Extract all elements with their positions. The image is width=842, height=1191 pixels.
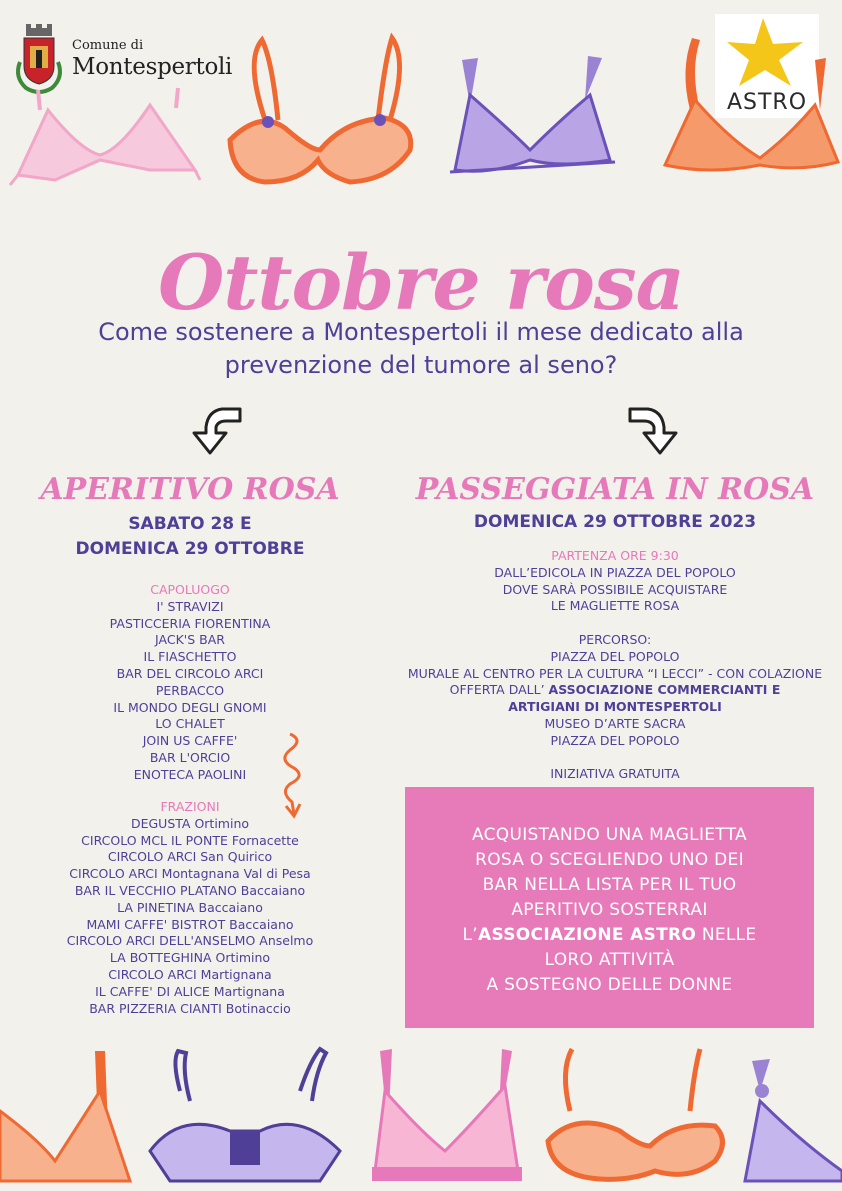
arrow-down-right-icon — [622, 403, 682, 458]
box-line-5-prefix: L’ — [462, 925, 479, 945]
passeggiata-details — [395, 548, 835, 783]
box-line-4: APERITIVO SOSTERRAI — [511, 900, 708, 920]
box-line-5-bold: ASSOCIAZIONE ASTRO — [478, 925, 697, 945]
orange-lace-bra-icon — [665, 38, 838, 170]
list-item: PERBACCO — [155, 682, 225, 698]
box-line-5-suffix: NELLE — [696, 925, 757, 945]
subtitle-line-2: prevenzione del tumore al seno? — [224, 351, 618, 379]
list-item: IL FIASCHETTO — [143, 649, 237, 665]
astro-logo-text: ASTRO — [726, 90, 808, 115]
list-item: CIRCOLO ARCI San Quirico — [107, 849, 273, 865]
list-item: DOVE SARÀ POSSIBILE ACQUISTARE — [502, 581, 728, 597]
arrow-down-left-icon — [188, 403, 248, 458]
list-item: LO CHALET — [155, 716, 225, 732]
box-line-6: LORO ATTIVITÀ — [544, 950, 675, 970]
purple-bra-icon — [450, 56, 615, 172]
passeggiata-heading: PASSEGGIATA IN ROSA — [415, 472, 815, 507]
capoluogo-label: CAPOLUOGO — [150, 582, 230, 597]
list-item: ENOTECA PAOLINI — [133, 766, 247, 782]
box-line-1: ACQUISTANDO UNA MAGLIETTA — [472, 825, 747, 845]
list-item: LA BOTTEGHINA Ortimino — [109, 950, 271, 966]
top-bra-decorations — [0, 0, 842, 200]
partenza-label: PARTENZA ORE 9:30 — [551, 548, 679, 563]
list-item: BAR DEL CIRCOLO ARCI — [116, 665, 264, 681]
list-item: ARTIGIANI DI MONTESPERTOLI — [508, 699, 722, 715]
list-item: IL CAFFE' DI ALICE Martignana — [95, 983, 285, 999]
list-item: IL MONDO DEGLI GNOMI — [113, 699, 267, 715]
list-item: CIRCOLO ARCI DELL'ANSELMO Anselmo — [66, 933, 314, 949]
box-line-7: A SOSTEGNO DELLE DONNE — [486, 975, 733, 995]
frazioni-label: FRAZIONI — [160, 799, 220, 814]
list-item: DALL’EDICOLA IN PIAZZA DEL POPOLO — [494, 564, 736, 580]
list-item: CIRCOLO MCL IL PONTE Fornacette — [81, 832, 299, 848]
pink-bottom-bra-icon — [372, 1049, 522, 1181]
list-item: LE MAGLIETTE ROSA — [550, 598, 680, 614]
list-item: DEGUSTA Ortimino — [130, 815, 250, 831]
list-item: PIAZZA DEL POPOLO — [550, 732, 680, 748]
list-item: MURALE AL CENTRO PER LA CULTURA “I LECCI” - CON COLAZIONE — [407, 665, 823, 681]
box-line-5 — [405, 923, 814, 948]
bottom-bra-decorations — [0, 1031, 842, 1191]
percorso-3-text: OFFERTA DALL’ — [449, 682, 549, 698]
gratuita-label: INIZIATIVA GRATUITA — [550, 766, 680, 782]
aperitivo-date-line-1: SABATO 28 E — [128, 514, 252, 534]
list-item: MAMI CAFFE' BISTROT Baccaiano — [86, 916, 294, 932]
list-item: BAR L'ORCIO — [149, 749, 231, 765]
list-item: PASTICCERIA FIORENTINA — [109, 615, 271, 631]
box-line-3: BAR NELLA LISTA PER IL TUO — [482, 875, 737, 895]
list-item: JOIN US CAFFE' — [142, 733, 238, 749]
pink-bra-icon — [10, 88, 200, 185]
comune-label: Comune di — [72, 38, 144, 53]
orange-bottom-right-bra-icon — [548, 1049, 723, 1179]
list-item: JACK'S BAR — [155, 632, 225, 648]
percorso-3-bold: ASSOCIAZIONE COMMERCIANTI E — [548, 682, 781, 698]
list-item — [395, 682, 835, 699]
aperitivo-date-line-2: DOMENICA 29 OTTOBRE — [75, 539, 305, 559]
astro-support-box — [405, 787, 814, 1028]
frazioni-list — [20, 799, 360, 1017]
list-item: BAR IL VECCHIO PLATANO Baccaiano — [74, 882, 306, 898]
passeggiata-date: DOMENICA 29 OTTOBRE 2023 — [473, 512, 757, 532]
list-item: MUSEO D’ARTE SACRA — [544, 715, 686, 731]
list-item: LA PINETINA Baccaiano — [117, 899, 263, 915]
list-item: CIRCOLO ARCI Martignana — [108, 966, 272, 982]
box-line-2: ROSA O SCEGLIENDO UNO DEI — [475, 850, 744, 870]
orange-bra-icon — [230, 38, 411, 182]
orange-bottom-bra-icon — [0, 1051, 130, 1181]
comune-name: Montespertoli — [72, 54, 233, 80]
list-item: I' STRAVIZI — [156, 598, 224, 614]
page-title: Ottobre rosa — [158, 238, 684, 327]
aperitivo-dates — [20, 512, 360, 562]
list-item: BAR PIZZERIA CIANTI Botinaccio — [89, 1000, 291, 1016]
list-item: PIAZZA DEL POPOLO — [550, 648, 680, 664]
percorso-label: PERCORSO: — [578, 631, 652, 647]
aperitivo-heading: APERITIVO ROSA — [40, 472, 340, 507]
subtitle-line-1: Come sostenere a Montespertoli il mese dedicato alla — [98, 318, 744, 346]
page-subtitle — [40, 316, 802, 382]
list-item: CIRCOLO ARCI Montagnana Val di Pesa — [69, 866, 311, 882]
lilac-bottom-bra-icon — [745, 1059, 842, 1181]
purple-bottom-bra-icon — [150, 1049, 340, 1181]
